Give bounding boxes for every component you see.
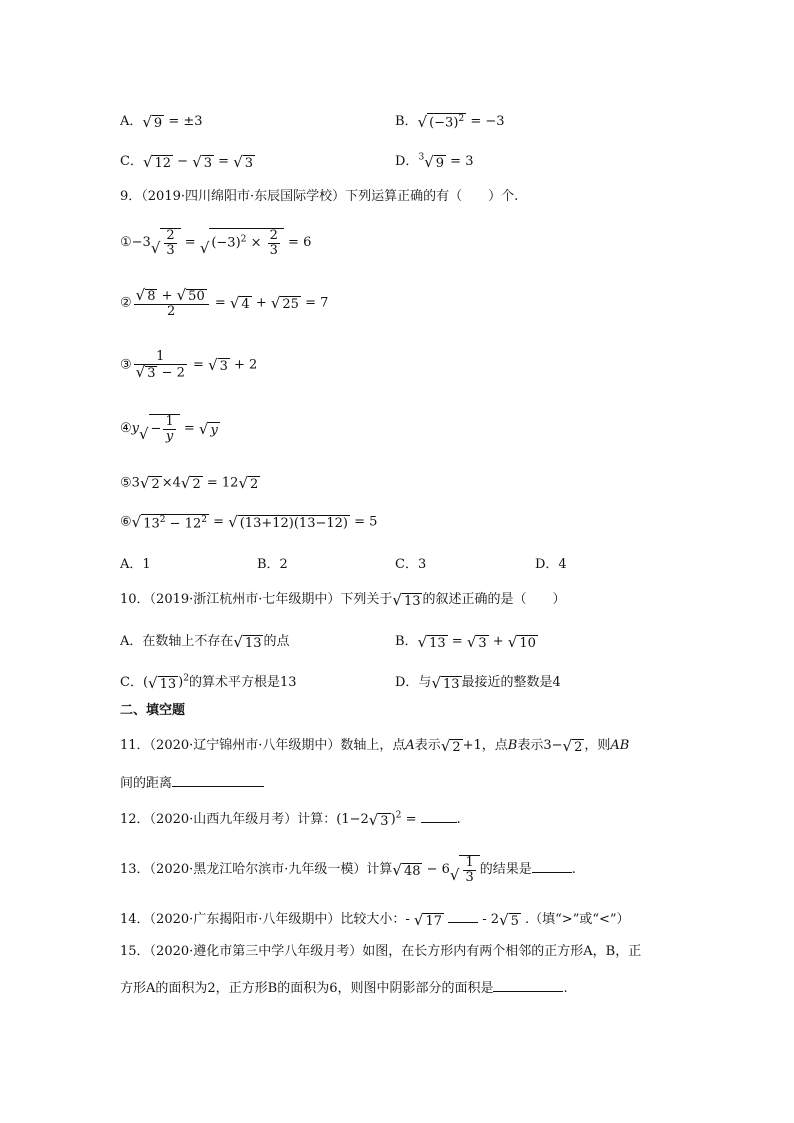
q10-title: 10．（2019·浙江杭州市·七年级期中）下列关于√ 13 的叙述正确的是（ ） — [120, 590, 566, 609]
section-heading: 二、填空题 — [120, 703, 186, 718]
q15-line-2-text: 方形A的面积为2，正方形B的面积为6，则图中阴影部分的面积是 — [120, 981, 494, 996]
q10-option-a: A．在数轴上不存在√ 13 的点 — [120, 632, 290, 651]
q14-question: 14．（2020·广东揭阳市·八年级期中）比较大小：- √ 17 - 2√ 5 .（填“>”或“<”） — [120, 910, 630, 929]
q9-option-c: C．3 — [395, 557, 427, 572]
q9-item-3: ③ $\frac{1}{√ 3 - 2}$ = √ 3 + 2 — [120, 349, 258, 381]
q13-question: 13．（2020·黑龙江哈尔滨市·九年级一模）计算√ 48 − 6√ $\frac{1}{3}$ 的结果是 . — [120, 855, 576, 885]
q8-option-a: A．√ 9 = ±3 — [120, 112, 203, 131]
q10-option-b: B．√ 13 = √ 3 + √ 10 — [395, 632, 536, 651]
q9-title: 9．（2019·四川绵阳市·东辰国际学校）下列运算正确的有（ ）个. — [120, 189, 519, 204]
q9-item-5: ⑤3√ 2 ×4√ 2 = 12√ 2 — [120, 474, 259, 492]
q9-item-4: ④y√ − $\frac{1}{y}$ = √ y — [120, 414, 218, 444]
q10-option-c: C．(√ 13 )$^2$的算术平方根是13 — [120, 673, 297, 692]
q9-option-d: D．4 — [535, 557, 567, 572]
q9-option-a: A．1 — [120, 557, 151, 572]
q15-line-1: 15．（2020·遵化市第三中学八年级月考）如图，在长方形内有两个相邻的正方形A，B，正 — [120, 944, 642, 959]
q14-answer-blank[interactable] — [448, 922, 478, 923]
q11-answer-blank[interactable] — [172, 786, 264, 787]
q9-item-2: ② $\frac{√ 8 + √ 50}{2}$ = √ 4 + √ 25 = 7 — [120, 286, 329, 319]
q15-line-2: 方形A的面积为2，正方形B的面积为6，则图中阴影部分的面积是 . — [120, 981, 568, 996]
q12-question: 12．（2020·山西九年级月考）计算：(1−2√ 3 )$^2$ = . — [120, 810, 461, 829]
q9-item-1: ①−3√ $\frac{2}{3}$ = √ $(-3)^2$ × $\frac{2}{3}$ = 6 — [120, 228, 312, 258]
q9-item-6: ⑥√ $13^2 - 12^2$ = √ (13+12)(13−12) = 5 — [120, 513, 378, 531]
q10-option-d: D．与√ 13 最接近的整数是4 — [395, 673, 561, 692]
q11-line-1: 11．（2020·辽宁锦州市·八年级期中）数轴上，点A表示√ 2 +1，点B表示3−√ 2 ，则AB — [120, 736, 630, 755]
q8-option-b: B．√ $(-3)^2 = -3$ — [395, 112, 505, 131]
q8-option-c: C．√ 12 − √ 3 = √ 3 — [120, 152, 253, 171]
q8-option-d: D．$^3$√ 9 = 3 — [395, 152, 474, 171]
q11-line-2: 间的距离 — [120, 772, 264, 791]
q12-answer-blank[interactable] — [421, 822, 457, 823]
q15-answer-blank[interactable] — [493, 991, 563, 992]
q13-answer-blank[interactable] — [532, 872, 572, 873]
q9-option-b: B．2 — [257, 557, 288, 572]
